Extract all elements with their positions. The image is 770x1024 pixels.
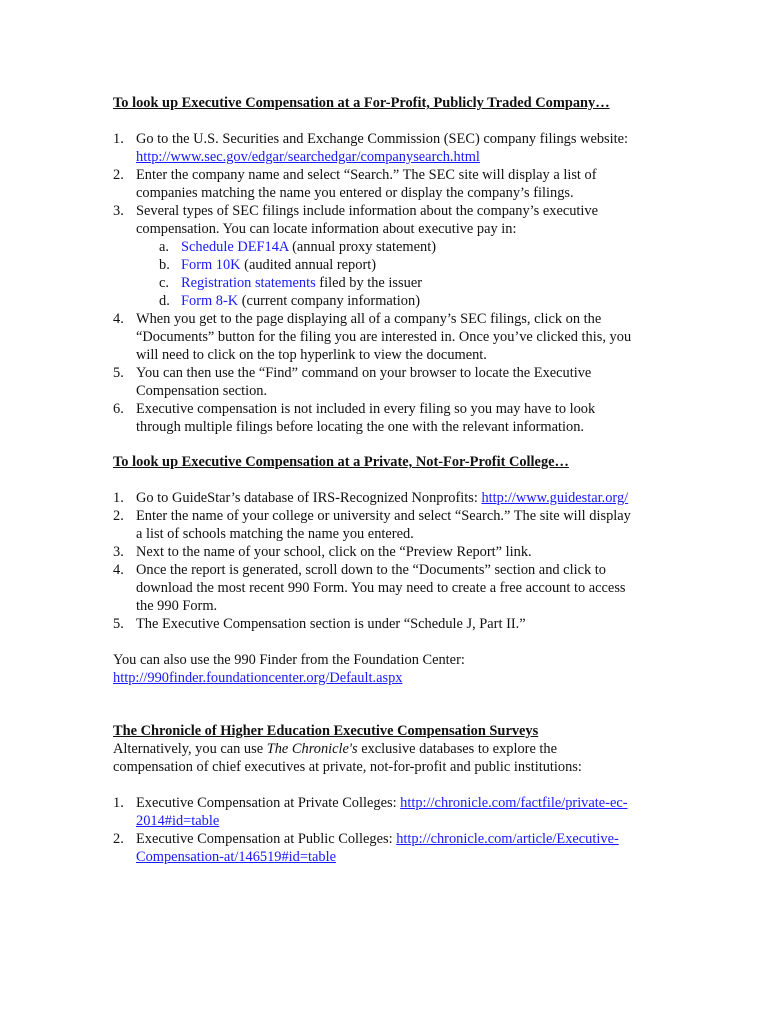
list-number: 6.	[113, 401, 124, 417]
sublist-item	[181, 238, 436, 256]
guidestar-link[interactable]: http://www.guidestar.org/	[481, 490, 629, 506]
list-number: 1.	[113, 795, 124, 811]
sublist-item-text: (current company information)	[238, 293, 420, 309]
intro-text: exclusive databases to explore the	[357, 741, 558, 757]
section-heading-for-profit: To look up Executive Compensation at a For-Profit, Publicly Traded Company…	[113, 95, 610, 111]
sublist-letter: b.	[159, 257, 170, 273]
list-item-text: through multiple filings before locating the one with the relevant information.	[136, 419, 584, 435]
list-item-text: Go to GuideStar’s database of IRS-Recognized Nonprofits:	[136, 490, 482, 506]
list-number: 2.	[113, 167, 124, 183]
list-item-text	[136, 489, 628, 507]
private-colleges-link[interactable]: http://chronicle.com/factfile/private-ec-	[400, 795, 628, 811]
list-item-text: Enter the name of your college or university and select “Search.” The site will display	[136, 508, 631, 524]
list-item-text	[136, 830, 619, 848]
list-number: 1.	[113, 131, 124, 147]
sublist-item-text: filed by the issuer	[315, 275, 422, 291]
list-item-text	[136, 794, 628, 812]
section-heading-chronicle: The Chronicle of Higher Education Executive Compensation Surveys	[113, 723, 539, 739]
list-item-text: a list of schools matching the name you entered.	[136, 526, 414, 542]
list-item-text: Next to the name of your school, click on the “Preview Report” link.	[136, 544, 532, 560]
list-item-text: When you get to the page displaying all of a company’s SEC filings, click on the	[136, 311, 602, 327]
list-item-text: “Documents” button for the filing you are interested in. Once you’ve clicked this, you	[136, 329, 632, 345]
sublist-letter: a.	[159, 239, 169, 255]
list-item-text: Compensation section.	[136, 383, 268, 399]
chronicle-intro-line2: compensation of chief executives at private, not-for-profit and public institutions:	[113, 759, 582, 775]
sublist-item-text: (annual proxy statement)	[288, 239, 436, 255]
list-item-text: compensation. You can locate information about executive pay in:	[136, 221, 517, 237]
list-number: 3.	[113, 203, 124, 219]
sublist-letter: c.	[159, 275, 169, 291]
list-number: 1.	[113, 490, 124, 506]
private-colleges-link-cont[interactable]: 2014#id=table	[136, 813, 220, 829]
list-number: 5.	[113, 616, 124, 632]
list-number: 3.	[113, 544, 124, 560]
list-item-text: Executive compensation is not included in every filing so you may have to look	[136, 401, 596, 417]
sublist-letter: d.	[159, 293, 170, 309]
finder-text: You can also use the 990 Finder from the Foundation Center:	[113, 652, 465, 668]
form-8k-link[interactable]: Form 8-K	[181, 293, 239, 309]
sec-filings-link[interactable]: http://www.sec.gov/edgar/searchedgar/companysearch.html	[136, 149, 480, 165]
list-item-text: Several types of SEC filings include information about the company’s executive	[136, 203, 598, 219]
list-item-text: The Executive Compensation section is under “Schedule J, Part II.”	[136, 616, 526, 632]
list-number: 2.	[113, 508, 124, 524]
list-item-text: You can then use the “Find” command on your browser to locate the Executive	[136, 365, 592, 381]
sublist-item	[181, 256, 376, 274]
list-number: 2.	[113, 831, 124, 847]
list-item-text: will need to click on the top hyperlink to view the document.	[136, 347, 487, 363]
form-10k-link[interactable]: Form 10K	[181, 257, 241, 273]
990-finder-link[interactable]: http://990finder.foundationcenter.org/Default.aspx	[113, 670, 403, 686]
list-item-text: Enter the company name and select “Search.” The SEC site will display a list of	[136, 167, 597, 183]
list-item-text: Once the report is generated, scroll down to the “Documents” section and click to	[136, 562, 606, 578]
list-number: 4.	[113, 311, 124, 327]
list-item-text: Executive Compensation at Public Colleges:	[136, 831, 397, 847]
sublist-item	[181, 274, 422, 292]
intro-text: Alternatively, you can use	[113, 741, 267, 757]
chronicle-intro	[113, 740, 557, 758]
list-item-text: Go to the U.S. Securities and Exchange Commission (SEC) company filings website:	[136, 131, 629, 147]
public-colleges-link[interactable]: http://chronicle.com/article/Executive-	[396, 831, 619, 847]
public-colleges-link-cont[interactable]: Compensation-at/146519#id=table	[136, 849, 336, 865]
sublist-item-text: (audited annual report)	[240, 257, 377, 273]
list-number: 4.	[113, 562, 124, 578]
intro-italic: The Chronicle's	[266, 741, 358, 757]
schedule-def14a-link[interactable]: Schedule DEF14A	[181, 239, 289, 255]
list-item-text: companies matching the name you entered or display the company’s filings.	[136, 185, 574, 201]
list-item-text: download the most recent 990 Form. You may need to create a free account to access	[136, 580, 626, 596]
section-heading-not-for-profit: To look up Executive Compensation at a Private, Not-For-Profit College…	[113, 454, 569, 470]
list-item-text: Executive Compensation at Private Colleges:	[136, 795, 401, 811]
list-number: 5.	[113, 365, 124, 381]
list-item-text: the 990 Form.	[136, 598, 218, 614]
sublist-item	[181, 292, 420, 310]
registration-statements-link[interactable]: Registration statements	[181, 275, 316, 291]
